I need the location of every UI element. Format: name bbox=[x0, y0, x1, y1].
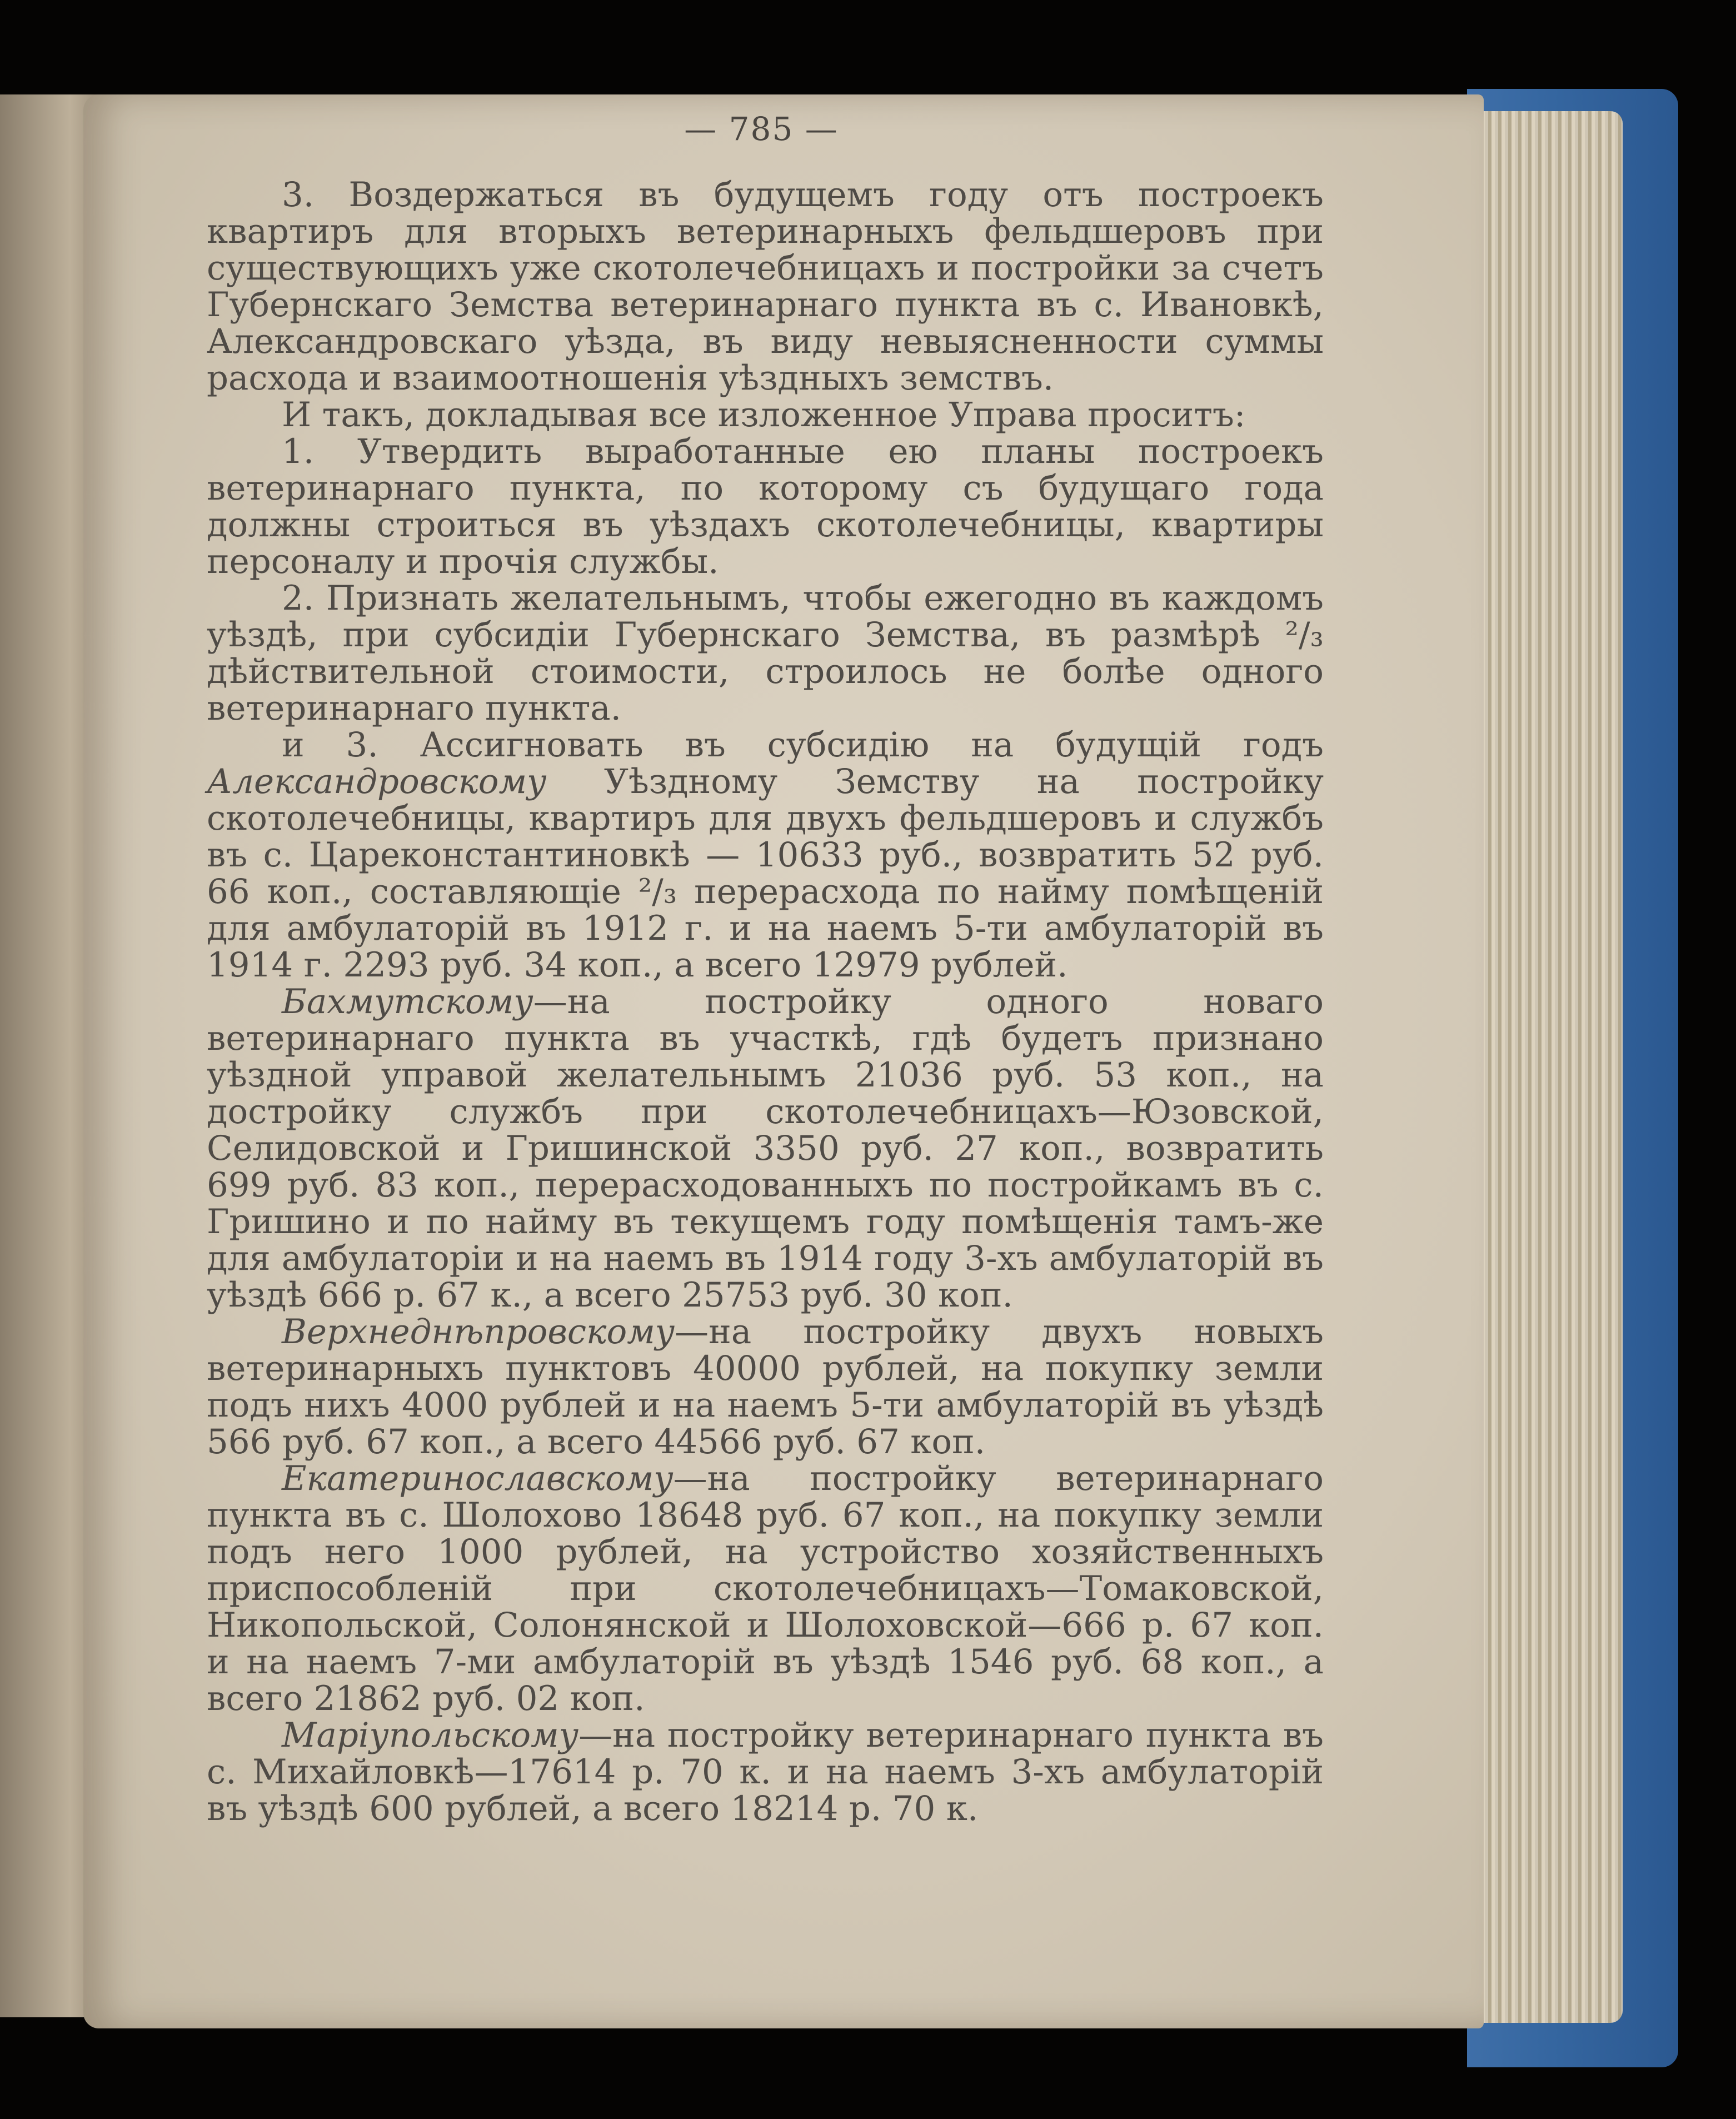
district-name: Маріупольскому bbox=[282, 1716, 579, 1755]
paragraph-5: и 3. Ассигновать въ субсидію на будущій годъ Александровскому Уѣздному Земству на постройку скотолечебницы, квартиръ для двухъ фельдшеровъ и службъ въ с. Цареконстантиновкѣ — 10633 руб., возвратить 52 руб. 66 коп., составляющіе ²/₃ перерасхода по найму помѣщеній для амбулаторій въ 1912 г. и на наемъ 5-ти амбулаторій въ 1914 г. 2293 руб. 34 коп., а всего 12979 рублей. bbox=[207, 725, 1324, 985]
district-name: Верхнеднѣпровскому bbox=[282, 1312, 675, 1352]
paragraph-9: Маріупольскому—на постройку ветеринарнаго пункта въ с. Михайловкѣ—17614 р. 70 к. и на наемъ 3-хъ амбулаторій въ уѣздѣ 600 рублей, а всего 18214 р. 70 к. bbox=[207, 1716, 1324, 1828]
district-name: Бахмутскому bbox=[282, 982, 533, 1021]
district-name: Екатеринославскому bbox=[282, 1459, 674, 1498]
paragraph-4: 2. Признать желательнымъ, чтобы ежегодно въ каждомъ уѣздѣ, при субсидіи Губернскаго Земства, въ размѣрѣ ²/₃ дѣйствительной стоимости, строилось не болѣе одного ветеринарнаго пункта. bbox=[207, 579, 1324, 728]
paragraph-1: 3. Воздержаться въ будущемъ году отъ построекъ квартиръ для вторыхъ ветеринарныхъ фельдшеровъ при существующихъ уже скотолечебницахъ и постройки за счетъ Губернскаго Земства ветеринарнаго пункта въ с. Ивановкѣ, Александровскаго уѣзда, въ виду невыясненности суммы расхода и взаимоотношенія уѣздныхъ земствъ. bbox=[207, 175, 1324, 398]
paragraph-6: Бахмутскому—на постройку одного новаго ветеринарнаго пункта въ участкѣ, гдѣ будетъ признано уѣздной управой желательнымъ 21036 руб. 53 коп., на достройку службъ при скотолечебницахъ—Юзовской, Селидовской и Гришинской 3350 руб. 27 коп., возвратить 699 руб. 83 коп., перерасходованныхъ по постройкамъ въ с. Гришино и по найму въ текущемъ году помѣщенія тамъ-же для амбулаторіи и на наемъ въ 1914 году 3-хъ амбулаторій въ уѣздѣ 666 р. 67 к., а всего 25753 руб. 30 коп. bbox=[207, 982, 1324, 1315]
paragraph-8: Екатеринославскому—на постройку ветеринарнаго пункта въ с. Шолохово 18648 руб. 67 коп., на покупку земли подъ него 1000 рублей, на устройство хозяйственныхъ приспособленій при скотолечебницахъ—Томаковской, Никопольской, Солонянской и Шолоховской—666 р. 67 коп. и на наемъ 7-ми амбулаторій въ уѣздѣ 1546 руб. 68 коп., а всего 21862 руб. 02 коп. bbox=[207, 1459, 1324, 1718]
paragraph-3: 1. Утвердить выработанные ею планы построекъ ветеринарнаго пункта, по которому съ будущаго года должны строиться въ уѣздахъ скотолечебницы, квартиры персоналу и прочія службы. bbox=[207, 432, 1324, 581]
district-name: Александровскому bbox=[207, 762, 547, 801]
paragraph-2: И такъ, докладывая все изложенное Управа проситъ: bbox=[282, 395, 1246, 435]
paragraph-7: Верхнеднѣпровскому—на постройку двухъ новыхъ ветеринарныхъ пунктовъ 40000 рублей, на покупку земли подъ нихъ 4000 рублей и на наемъ 5-ти амбулаторій въ уѣздѣ 566 руб. 67 коп., а всего 44566 руб. 67 коп. bbox=[207, 1312, 1324, 1462]
body-text bbox=[207, 177, 1324, 1827]
page-number: — 785 — bbox=[684, 110, 839, 148]
